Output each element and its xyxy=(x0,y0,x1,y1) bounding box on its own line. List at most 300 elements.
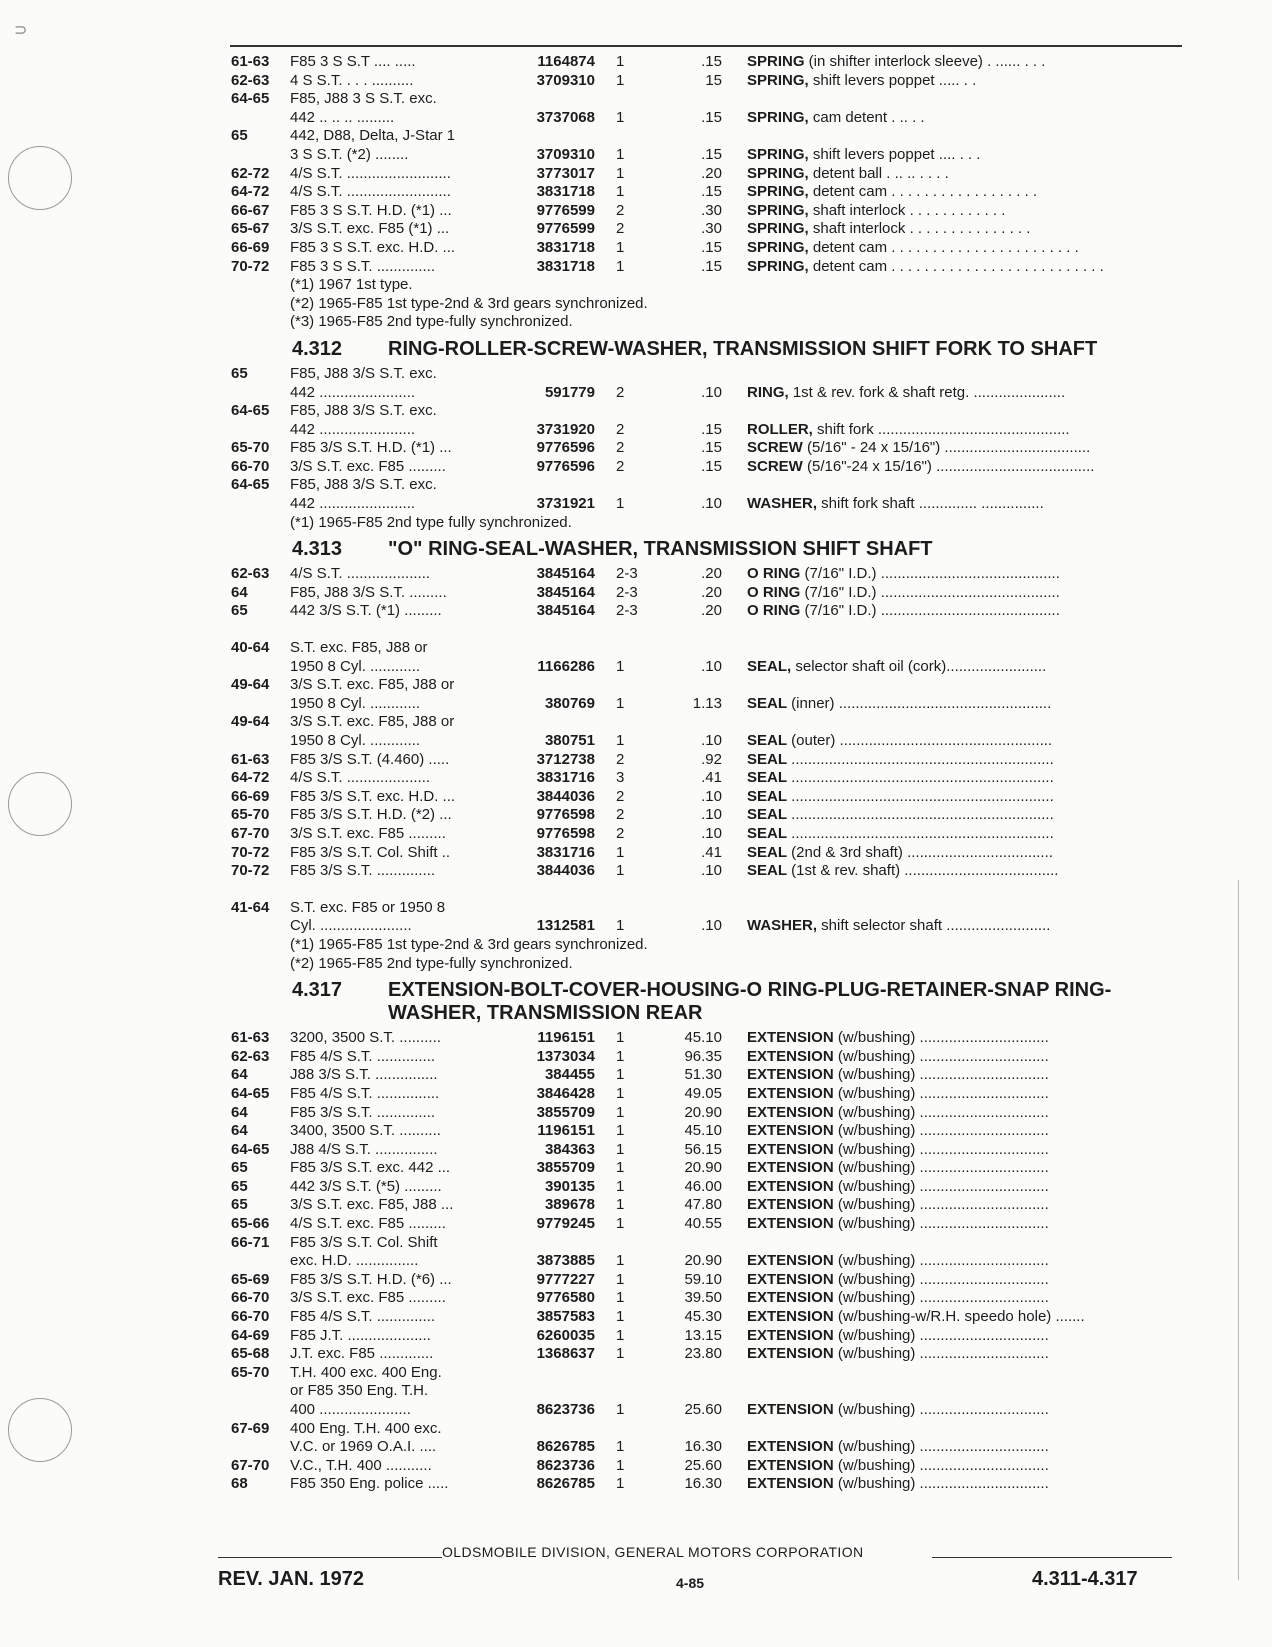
application: F85, J88 3 S S.T. exc. xyxy=(290,90,437,108)
quantity: 1 xyxy=(616,1047,625,1065)
description xyxy=(747,53,1177,72)
quantity: 1 xyxy=(616,657,625,675)
description-name: EXTENSION xyxy=(747,1308,834,1326)
quantity: 1 xyxy=(616,1475,625,1493)
part-number: 3709310 xyxy=(536,145,595,163)
quantity: 2 xyxy=(616,824,625,842)
description-detail: shaft interlock . . . . . . . . . . . . . . . xyxy=(808,220,1031,238)
model-years: 64 xyxy=(231,1122,248,1140)
footnote-text: (*2) 1965-F85 2nd type-fully synchronized. xyxy=(290,954,573,972)
section-heading xyxy=(0,338,1272,361)
description-name: SCREW xyxy=(747,439,803,457)
part-number: 384363 xyxy=(544,1140,595,1158)
application: Cyl. ...................... xyxy=(290,917,412,935)
application: F85 4/S S.T. .............. xyxy=(290,1047,436,1065)
application: 4/S S.T. .................... xyxy=(290,769,431,787)
parts-row xyxy=(0,1457,1272,1476)
application: F85 4/S S.T. ............... xyxy=(290,1084,440,1102)
model-years: 66-70 xyxy=(231,457,270,475)
description xyxy=(747,1085,1177,1104)
price: 20.90 xyxy=(684,1159,722,1177)
quantity: 2 xyxy=(616,220,625,238)
price: 49.05 xyxy=(684,1084,722,1102)
price: 59.10 xyxy=(684,1270,722,1288)
description xyxy=(747,584,1177,603)
description-name: EXTENSION xyxy=(747,1122,834,1140)
application: F85 3/S S.T. H.D. (*1) ... xyxy=(290,439,452,457)
quantity: 1 xyxy=(616,257,625,275)
part-number: 9777227 xyxy=(536,1270,595,1288)
quantity: 1 xyxy=(616,1345,625,1363)
description-name: EXTENSION xyxy=(747,1177,834,1195)
price: 25.60 xyxy=(684,1401,722,1418)
model-years: 70-72 xyxy=(231,257,270,275)
application: T.H. 400 exc. 400 Eng. xyxy=(290,1363,442,1381)
part-number: 8623736 xyxy=(536,1456,595,1474)
quantity: 1 xyxy=(616,1215,625,1233)
part-number: 389678 xyxy=(544,1196,595,1214)
part-number: 1196151 xyxy=(537,1122,595,1140)
description-name: WASHER, xyxy=(747,495,818,513)
application: 4/S S.T. exc. F85 ......... xyxy=(290,1215,446,1233)
model-years: 66-67 xyxy=(231,201,270,219)
description xyxy=(747,109,1177,128)
model-years: 65 xyxy=(231,364,248,382)
parts-row xyxy=(0,1271,1272,1290)
part-number: 3844036 xyxy=(536,862,595,880)
part-number: 384455 xyxy=(544,1066,595,1084)
price: .20 xyxy=(701,583,722,601)
description-detail: 1st & rev. fork & shaft retg. ...................... xyxy=(788,383,1066,401)
description-detail: (w/bushing) ............................... xyxy=(833,1159,1049,1177)
parts-row xyxy=(0,713,1272,732)
part-number: 8626785 xyxy=(536,1438,595,1456)
quantity: 1 xyxy=(616,495,625,513)
model-years: 41-64 xyxy=(231,898,270,916)
parts-row xyxy=(0,1104,1272,1123)
description xyxy=(747,202,1177,221)
quantity: 1 xyxy=(616,183,625,201)
parts-row xyxy=(0,1364,1272,1383)
description xyxy=(747,1345,1177,1364)
part-number: 3855709 xyxy=(536,1159,595,1177)
row-spacer xyxy=(0,881,1272,899)
description-detail: shift levers poppet ..... . . xyxy=(808,71,977,89)
description-name: SEAL xyxy=(747,694,788,712)
price: 23.80 xyxy=(684,1345,722,1363)
quantity: 1 xyxy=(616,732,625,749)
parts-row xyxy=(0,788,1272,807)
description-name: SPRING, xyxy=(747,220,809,238)
description xyxy=(747,1438,1177,1457)
price: .15 xyxy=(701,257,722,275)
model-years: 64 xyxy=(231,1103,248,1121)
part-number: 3737068 xyxy=(536,108,595,126)
description-name: SPRING xyxy=(747,53,805,70)
part-number: 1368637 xyxy=(536,1345,595,1363)
quantity: 1 xyxy=(616,1289,625,1307)
application: F85 3/S S.T. (4.460) ..... xyxy=(290,750,450,768)
quantity: 2 xyxy=(616,806,625,824)
description xyxy=(747,1141,1177,1160)
application: 442 3/S S.T. (*5) ......... xyxy=(290,1177,442,1195)
footnote-text: (*1) 1965-F85 2nd type fully synchronized. xyxy=(290,513,572,531)
description-name: SEAL xyxy=(747,843,788,861)
model-years: 66-70 xyxy=(231,1308,270,1326)
parts-row xyxy=(0,676,1272,695)
price: .15 xyxy=(701,53,722,70)
application: F85 3 S S.T. H.D. (*1) ... xyxy=(290,201,452,219)
part-number: 8623736 xyxy=(536,1401,595,1418)
description-detail: (2nd & 3rd shaft) ................................... xyxy=(787,843,1053,861)
part-number: 591779 xyxy=(544,383,595,401)
price: .10 xyxy=(701,657,722,675)
price: 25.60 xyxy=(684,1456,722,1474)
footnote xyxy=(0,313,1272,332)
quantity: 1 xyxy=(616,1308,625,1326)
parts-row xyxy=(0,658,1272,677)
model-years: 70-72 xyxy=(231,843,270,861)
model-years: 65-66 xyxy=(231,1215,270,1233)
application: 442 .. .. .. ......... xyxy=(290,108,395,126)
application: 4/S S.T. ......................... xyxy=(290,164,451,182)
price: .15 xyxy=(701,108,722,126)
application: F85 3/S S.T. exc. 442 ... xyxy=(290,1159,451,1177)
quantity: 1 xyxy=(616,1270,625,1288)
description-detail: (inner) ................................................... xyxy=(787,694,1052,712)
description xyxy=(747,458,1177,477)
application: F85, J88 3/S S.T. exc. xyxy=(290,476,437,494)
model-years: 64-72 xyxy=(231,769,270,787)
quantity: 1 xyxy=(616,1196,625,1214)
description-name: SPRING, xyxy=(747,145,809,163)
quantity: 1 xyxy=(616,1103,625,1121)
quantity: 1 xyxy=(616,71,625,89)
parts-row xyxy=(0,1438,1272,1457)
description xyxy=(747,658,1177,677)
part-number: 3831716 xyxy=(536,769,595,787)
model-years: 64-72 xyxy=(231,183,270,201)
application: 442 ....................... xyxy=(290,383,416,401)
description-name: WASHER, xyxy=(747,917,818,935)
description xyxy=(747,1401,1177,1420)
parts-row xyxy=(0,806,1272,825)
description-detail: (w/bushing) ............................... xyxy=(833,1345,1049,1363)
part-number: 3855709 xyxy=(536,1103,595,1121)
model-years: 62-63 xyxy=(231,565,270,583)
description xyxy=(747,183,1177,202)
description xyxy=(747,602,1177,621)
footer-rule-right xyxy=(932,1557,1172,1558)
parts-row xyxy=(0,862,1272,881)
quantity: 2-3 xyxy=(616,583,638,601)
quantity: 1 xyxy=(616,917,625,935)
description-detail: (outer) ................................................... xyxy=(787,732,1053,749)
model-years: 65 xyxy=(231,1177,248,1195)
parts-row xyxy=(0,458,1272,477)
quantity: 1 xyxy=(616,1252,625,1270)
part-number: 3845164 xyxy=(536,583,595,601)
part-number: 3731921 xyxy=(536,495,595,513)
parts-row xyxy=(0,421,1272,440)
footnote xyxy=(0,295,1272,314)
quantity: 1 xyxy=(616,862,625,880)
description-name: EXTENSION xyxy=(747,1326,834,1344)
description-detail: (w/bushing) ............................... xyxy=(833,1215,1049,1233)
application: V.C. or 1969 O.A.I. .... xyxy=(290,1438,437,1456)
description-name: ROLLER, xyxy=(747,420,813,438)
parts-row xyxy=(0,1029,1272,1048)
quantity: 1 xyxy=(616,238,625,256)
description-name: SEAL, xyxy=(747,657,792,675)
parts-row xyxy=(0,72,1272,91)
description xyxy=(747,1178,1177,1197)
price: 16.30 xyxy=(684,1475,722,1493)
model-years: 66-70 xyxy=(231,1289,270,1307)
part-number: 8626785 xyxy=(536,1475,595,1493)
model-years: 64 xyxy=(231,583,248,601)
application: 4 S S.T. . . . .......... xyxy=(290,71,414,89)
part-number: 6260035 xyxy=(536,1326,595,1344)
description-name: SEAL xyxy=(747,824,788,842)
description-name: SPRING, xyxy=(747,71,809,89)
model-years: 49-64 xyxy=(231,676,270,694)
price: 20.90 xyxy=(684,1252,722,1270)
footnote xyxy=(0,955,1272,974)
quantity: 2 xyxy=(616,420,625,438)
price: .10 xyxy=(701,917,722,935)
description xyxy=(747,495,1177,514)
price: .15 xyxy=(701,457,722,475)
description-name: EXTENSION xyxy=(747,1215,834,1233)
price: 47.80 xyxy=(684,1196,722,1214)
description xyxy=(747,239,1177,258)
price: .30 xyxy=(701,220,722,238)
description-detail: detent cam . . . . . . . . . . . . . . . . . . xyxy=(808,183,1038,201)
parts-row xyxy=(0,53,1272,72)
quantity: 1 xyxy=(616,1177,625,1195)
price: 56.15 xyxy=(684,1140,722,1158)
application: 3/S S.T. exc. F85 ......... xyxy=(290,457,446,475)
application: 4/S S.T. ......................... xyxy=(290,183,451,201)
price: 45.10 xyxy=(684,1122,722,1140)
price: .20 xyxy=(701,602,722,620)
application: 3 S S.T. (*2) ........ xyxy=(290,145,409,163)
section-title: "O" RING-SEAL-WASHER, TRANSMISSION SHIFT SHAFT xyxy=(388,538,933,561)
description xyxy=(747,1308,1177,1327)
quantity: 2 xyxy=(616,750,625,768)
description xyxy=(747,1196,1177,1215)
description-detail: detent cam . . . . . . . . . . . . . . . . . . . . . . . xyxy=(808,238,1079,256)
description xyxy=(747,1475,1177,1494)
parts-row xyxy=(0,639,1272,658)
application: V.C., T.H. 400 ........... xyxy=(290,1456,432,1474)
description-name: SPRING, xyxy=(747,238,809,256)
footer-company: OLDSMOBILE DIVISION, GENERAL MOTORS CORPORATION xyxy=(442,1544,864,1560)
application: J88 4/S S.T. ............... xyxy=(290,1140,438,1158)
model-years: 67-70 xyxy=(231,824,270,842)
description xyxy=(747,844,1177,863)
description xyxy=(747,1271,1177,1290)
price: 1.13 xyxy=(692,694,722,712)
parts-row xyxy=(0,146,1272,165)
part-number: 3773017 xyxy=(536,164,595,182)
parts-row xyxy=(0,899,1272,918)
description-name: EXTENSION xyxy=(747,1456,834,1474)
model-years: 65 xyxy=(231,1196,248,1214)
parts-row xyxy=(0,1159,1272,1178)
price: .41 xyxy=(701,769,722,787)
model-years: 65-70 xyxy=(231,1363,270,1381)
description-name: EXTENSION xyxy=(747,1289,834,1307)
footnote xyxy=(0,276,1272,295)
quantity: 1 xyxy=(616,108,625,126)
model-years: 40-64 xyxy=(231,639,270,657)
model-years: 66-69 xyxy=(231,787,270,805)
part-number: 9776596 xyxy=(536,439,595,457)
description-name: O RING xyxy=(747,602,801,620)
application: 400 ...................... xyxy=(290,1401,411,1418)
quantity: 1 xyxy=(616,1122,625,1140)
description-name: SPRING, xyxy=(747,257,809,275)
model-years: 66-71 xyxy=(231,1233,270,1251)
price: 39.50 xyxy=(684,1289,722,1307)
footnote xyxy=(0,514,1272,533)
parts-row xyxy=(0,476,1272,495)
price: .10 xyxy=(701,495,722,513)
description-detail: detent cam . . . . . . . . . . . . . . . . . . . . . . . . . . xyxy=(808,257,1104,275)
description xyxy=(747,1048,1177,1067)
footer-revision: REV. JAN. 1972 xyxy=(218,1568,365,1590)
quantity: 2 xyxy=(616,201,625,219)
model-years: 67-70 xyxy=(231,1456,270,1474)
parts-row xyxy=(0,1345,1272,1364)
parts-row xyxy=(0,695,1272,714)
application: 3/S S.T. exc. F85, J88 or xyxy=(290,676,455,694)
description-name: SEAL xyxy=(747,750,788,768)
quantity: 1 xyxy=(616,145,625,163)
application: 442 ....................... xyxy=(290,495,416,513)
parts-row xyxy=(0,1327,1272,1346)
description-detail: (w/bushing) ............................... xyxy=(833,1401,1049,1418)
parts-row xyxy=(0,1475,1272,1494)
description xyxy=(747,1104,1177,1123)
parts-row xyxy=(0,1215,1272,1234)
quantity: 2 xyxy=(616,439,625,457)
quantity: 1 xyxy=(616,694,625,712)
model-years: 65-68 xyxy=(231,1345,270,1363)
description xyxy=(747,146,1177,165)
description-detail: detent ball . .. .. . . . . xyxy=(808,164,949,182)
section-number: 4.317 xyxy=(292,979,343,1002)
section-number: 4.312 xyxy=(292,337,343,360)
description xyxy=(747,1122,1177,1141)
model-years: 68 xyxy=(231,1475,248,1493)
application: F85, J88 3/S S.T. exc. xyxy=(290,402,437,420)
description-detail: (7/16" I.D.) ........................................... xyxy=(800,565,1060,583)
price: .10 xyxy=(701,862,722,880)
model-years: 65 xyxy=(231,1159,248,1177)
description-name: EXTENSION xyxy=(747,1196,834,1214)
description xyxy=(747,751,1177,770)
parts-row xyxy=(0,917,1272,936)
model-years: 62-72 xyxy=(231,164,270,182)
parts-row xyxy=(0,220,1272,239)
price: .10 xyxy=(701,824,722,842)
footer-rule-left xyxy=(218,1557,442,1558)
price: 51.30 xyxy=(684,1066,722,1084)
application: 3/S S.T. exc. F85 (*1) ... xyxy=(290,220,450,238)
footnote xyxy=(0,936,1272,955)
application: F85 3/S S.T. .............. xyxy=(290,1103,436,1121)
description xyxy=(747,1457,1177,1476)
part-number: 1373034 xyxy=(536,1047,595,1065)
parts-row xyxy=(0,1401,1272,1420)
application: F85 J.T. .................... xyxy=(290,1326,431,1344)
description-detail: (w/bushing) ............................... xyxy=(833,1456,1049,1474)
price: .10 xyxy=(701,732,722,749)
description xyxy=(747,565,1177,584)
parts-row xyxy=(0,584,1272,603)
description xyxy=(747,1029,1177,1048)
footer-page-number: 4-85 xyxy=(676,1575,705,1591)
price: 96.35 xyxy=(684,1047,722,1065)
application: 1950 8 Cyl. ............ xyxy=(290,657,421,675)
description xyxy=(747,1289,1177,1308)
footnote-text: (*3) 1965-F85 2nd type-fully synchronized. xyxy=(290,313,573,331)
part-number: 3709310 xyxy=(536,71,595,89)
description-name: SPRING, xyxy=(747,108,809,126)
model-years: 49-64 xyxy=(231,713,270,731)
price: 13.15 xyxy=(684,1326,722,1344)
description-detail: shift selector shaft ......................... xyxy=(817,917,1051,935)
parts-row xyxy=(0,127,1272,146)
description xyxy=(747,788,1177,807)
price: .10 xyxy=(701,787,722,805)
description-detail: (w/bushing) ............................... xyxy=(833,1047,1049,1065)
parts-row xyxy=(0,239,1272,258)
price: .41 xyxy=(701,843,722,861)
description-name: RING, xyxy=(747,383,789,401)
part-number: 9776598 xyxy=(536,824,595,842)
description-detail: shaft interlock . . . . . . . . . . . . xyxy=(808,201,1006,219)
description xyxy=(747,165,1177,184)
quantity: 1 xyxy=(616,164,625,182)
price: 20.90 xyxy=(684,1103,722,1121)
parts-row xyxy=(0,1234,1272,1253)
section-heading xyxy=(0,979,1272,1025)
parts-row xyxy=(0,384,1272,403)
description xyxy=(747,1327,1177,1346)
description-detail: (w/bushing-w/R.H. speedo hole) ....... xyxy=(833,1308,1085,1326)
parts-row xyxy=(0,844,1272,863)
description xyxy=(747,769,1177,788)
description-detail: (w/bushing) ............................... xyxy=(833,1029,1049,1047)
part-number: 3831718 xyxy=(536,183,595,201)
parts-row xyxy=(0,751,1272,770)
model-years: 64-69 xyxy=(231,1326,270,1344)
application: F85 3/S S.T. H.D. (*2) ... xyxy=(290,806,452,824)
parts-row xyxy=(0,1141,1272,1160)
quantity: 2-3 xyxy=(616,602,638,620)
model-years: 64-65 xyxy=(231,1084,270,1102)
description-name: SCREW xyxy=(747,457,803,475)
quantity: 1 xyxy=(616,1438,625,1456)
application: 3200, 3500 S.T. .......... xyxy=(290,1029,441,1047)
part-number: 1196151 xyxy=(537,1029,595,1047)
model-years: 65-70 xyxy=(231,806,270,824)
description-name: SPRING, xyxy=(747,164,809,182)
